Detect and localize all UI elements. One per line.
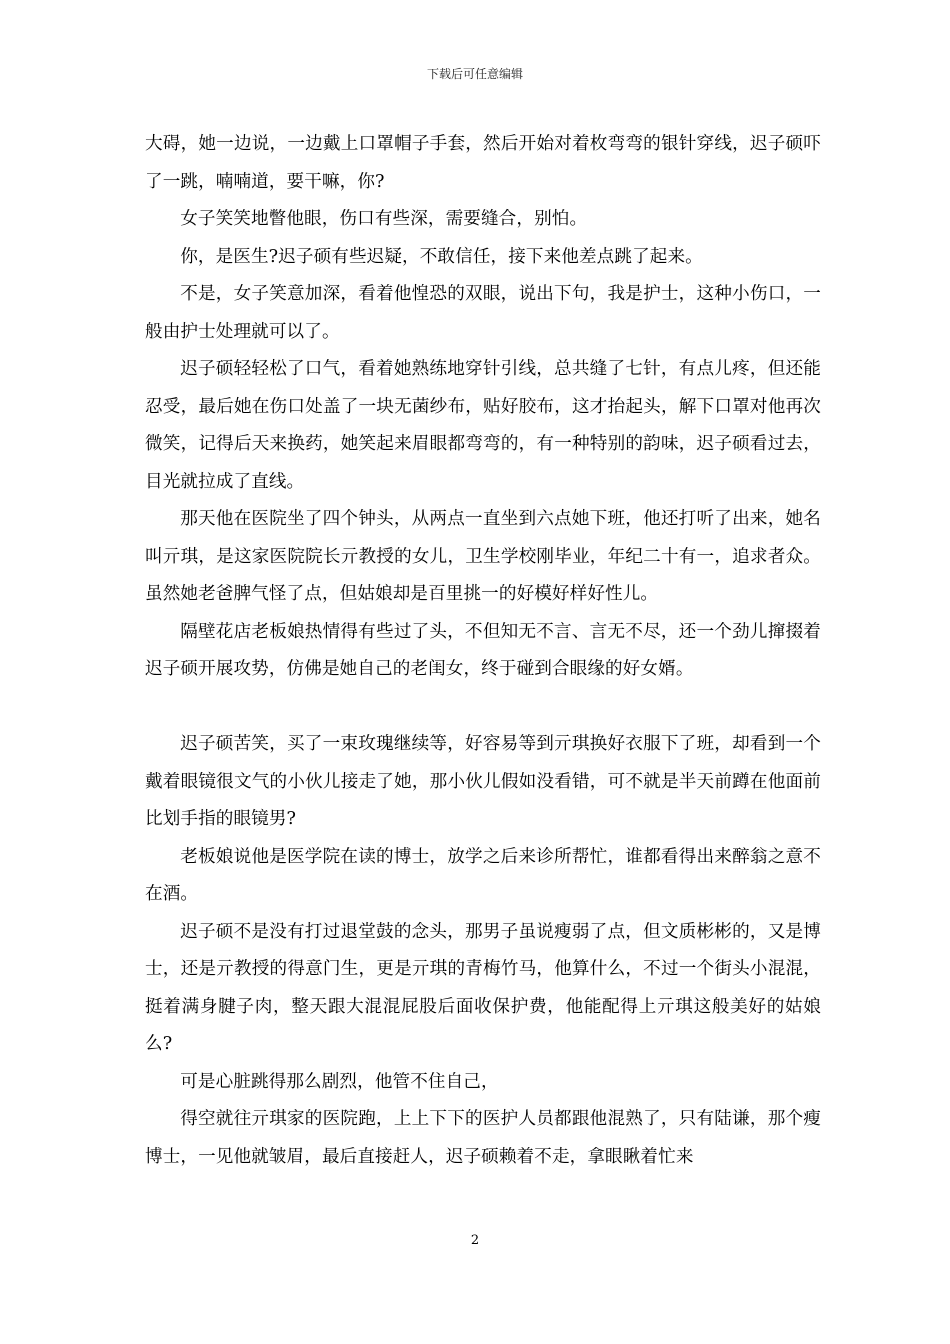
paragraph-8: 迟子硕苦笑，买了一束玫瑰继续等，好容易等到亓琪换好衣服下了班，却看到一个戴着眼镜很文气的小伙儿接走了她，那小伙儿假如没看错，可不就是半天前蹲在他面前比划手指的眼镜男? (145, 734, 821, 829)
paragraph-11: 可是心脏跳得那么剧烈，他管不住自己， (180, 1071, 499, 1092)
paragraph-9: 老板娘说他是医学院在读的博士，放学之后来诊所帮忙，谁都看得出来醉翁之意不在酒。 (145, 846, 821, 904)
paragraph-6: 那天他在医院坐了四个钟头，从两点一直坐到六点她下班，他还打听了出来，她名叫亓琪，是这家医院院长亓教授的女儿，卫生学校刚毕业，年纪二十有一，追求者众。虽然她老爸脾气怪了点，但姑娘却是百里挑一的好模好样好性儿。 (145, 509, 821, 604)
page-header: 下载后可任意编辑 (426, 67, 523, 81)
paragraph-5: 迟子硕轻轻松了口气，看着她熟练地穿针引线，总共缝了七针，有点儿疼，但还能忍受，最后她在伤口处盖了一块无菌纱布，贴好胶布，这才抬起头，解下口罩对他再次微笑，记得后天来换药，她笑起来眉眼都弯弯的，有一种特别的韵味，迟子硕看过去，目光就拉成了直线。 (145, 359, 821, 492)
paragraph-2: 女子笑笑地瞥他眼，伤口有些深，需要缝合，别怕。 (180, 209, 588, 229)
paragraph-1: 大碍，她一边说，一边戴上口罩帽子手套，然后开始对着枚弯弯的银针穿线，迟子硕吓了一跳，喃喃道，要干嘛，你? (145, 134, 821, 192)
document-body (145, 126, 821, 1176)
paragraph-7: 隔壁花店老板娘热情得有些过了头，不但知无不言、言无不尽，还一个劲儿撺掇着迟子硕开展攻势，仿佛是她自己的老闺女，终于碰到合眼缘的好女婿。 (145, 621, 821, 679)
paragraph-4: 不是，女子笑意加深，看着他惶恐的双眼，说出下句，我是护士，这种小伤口，一般由护士处理就可以了。 (145, 284, 821, 342)
blank-line (145, 689, 821, 727)
paragraph-3: 你，是医生?迟子硕有些迟疑，不敢信任，接下来他差点跳了起来。 (180, 246, 703, 267)
paragraph-12: 得空就往亓琪家的医院跑，上上下下的医护人员都跟他混熟了，只有陆谦，那个瘦博士，一见他就皱眉，最后直接赶人，迟子硕赖着不走，拿眼瞅着忙来 (145, 1109, 821, 1167)
paragraph-10: 迟子硕不是没有打过退堂鼓的念头，那男子虽说瘦弱了点，但文质彬彬的，又是博士，还是亓教授的得意门生，更是亓琪的青梅竹马，他算什么，不过一个街头小混混，挺着满身腱子肉，整天跟大混混屁股后面收保护费，他能配得上亓琪这般美好的姑娘么? (145, 921, 821, 1054)
page-number: 2 (470, 1233, 480, 1248)
